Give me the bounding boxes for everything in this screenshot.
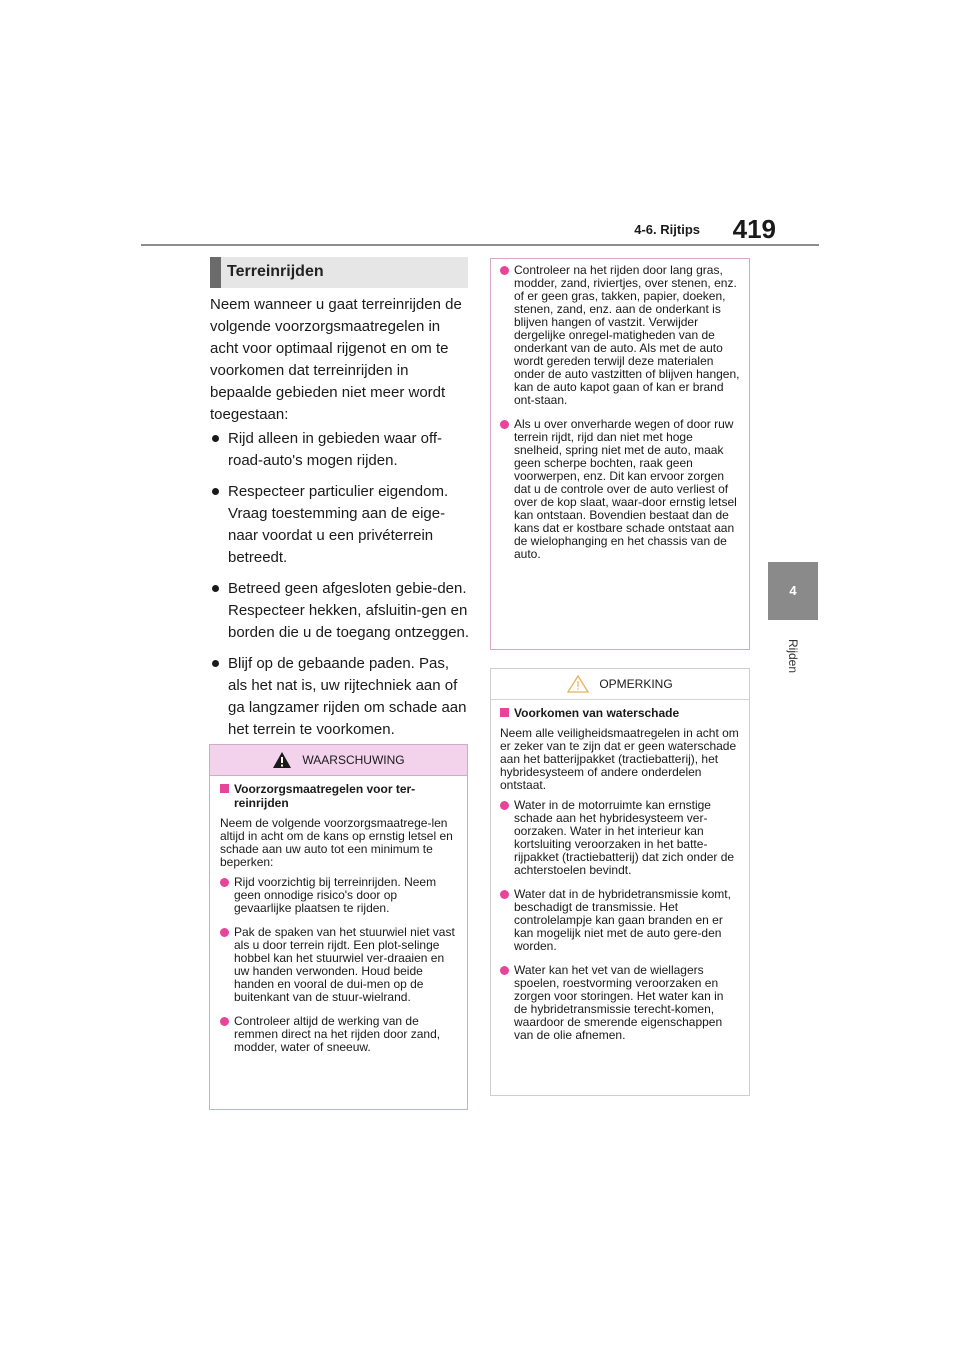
- warning-continued-box: [490, 258, 750, 650]
- list-item-text: Controleer altijd de werking van de remmen direct na het rijden door zand, modder, water of sneeuw.: [234, 1014, 441, 1054]
- note-subtitle: [500, 706, 740, 720]
- list-item-text: Water kan het vet van de wiellagers spoelen, roestvorming veroorzaken en zorgen voor storingen. Het water kan in de hybridetransmissie terecht-komen, waardoor de smerende eigenschappen van de olie afnemen.: [514, 963, 724, 1042]
- warning-text: Neem de volgende voorzorgsmaatrege-len altijd in acht om de kans op ernstig letsel en schade aan uw auto tot een minimum te beperken:: [220, 816, 453, 869]
- bullet-icon: [212, 585, 219, 592]
- list-item: [220, 876, 457, 915]
- list-item-text: Blijf op de gebaande paden. Pas, als het nat is, uw rijtechniek aan of ga langzamer rijden om schade aan het terrein te voorkomen.: [228, 655, 467, 738]
- warning-label: WAARSCHUWING: [302, 753, 405, 767]
- bullet-icon: [212, 660, 219, 667]
- list-item: [220, 1015, 457, 1054]
- bullet-icon: [212, 435, 219, 442]
- warning-subtitle: [220, 782, 457, 810]
- list-item-text: Controleer na het rijden door lang gras, modder, zand, riviertjes, over stenen, enz. of er geen gras, takken, papier, doeken, stenen, zand, enz. aan de onderkant is blijven hangen of vastzit. Verwijder dergelijke onregel-matigheden van de onderkant van de auto. Als met de auto wordt gereden terwijl deze materialen onder de auto vastzitten of blijven hangen, kan de auto kapot gaan of kan er brand ont-staan.: [514, 263, 740, 407]
- bullet-icon: [220, 928, 229, 937]
- list-item: [500, 964, 740, 1042]
- list-item: [210, 653, 472, 741]
- section-heading: Terreinrijden: [210, 257, 468, 288]
- list-item: [210, 578, 472, 644]
- list-item-text: Water in de motorruimte kan ernstige schade aan het hybridesysteem ver-oorzaken. Water in het interieur kan kortsluiting veroorzaken in het batte-rijpakket (tractiebatterij) dat zich onder de achterstoelen bevindt.: [514, 798, 735, 877]
- section-label: 4-6. Rijtips: [634, 222, 700, 237]
- list-item: [500, 888, 740, 953]
- note-body: [491, 700, 749, 1042]
- list-item-text: Als u over onverharde wegen of door ruw terrein rijdt, rijd dan niet met hoge snelheid, spring niet met de auto, maak geen scherpe bochten, raak geen voorwerpen, enz. Dit kan ervoor zorgen dat u de controle over de auto verliest of over de kop slaat, waar-door ernstig letsel kan ontstaan. Bovendien bestaat dan de kans dat er kostbare schade ontstaat aan de wielophanging en het chassis van de auto.: [514, 417, 737, 561]
- note-subtitle-text: Voorkomen van waterschade: [514, 706, 680, 720]
- note-box: [490, 668, 750, 1096]
- caution-triangle-icon: [567, 675, 589, 693]
- list-item-text: Betreed geen afgesloten gebie-den. Respecteer hekken, afsluitin-gen en borden die u de toegang ontzeggen.: [228, 580, 470, 641]
- page-number: 419: [732, 214, 776, 244]
- bullet-icon: [500, 890, 509, 899]
- intro-paragraph: Neem wanneer u gaat terreinrijden de volgende voorzorgsmaatregelen in acht voor optimaal rijgenot en om te voorkomen dat terreinrijden in bepaalde gebieden niet meer wordt toegestaan:: [210, 296, 462, 423]
- warning-subtitle-text: Voorzorgsmaatregelen voor ter-reinrijden: [234, 782, 416, 810]
- warning-box: [209, 744, 468, 1110]
- bullet-icon: [212, 488, 219, 495]
- warning-header: [210, 745, 467, 776]
- list-item: [500, 418, 740, 561]
- list-item-text: Water dat in de hybridetransmissie komt, beschadigt de transmissie. Het controlelampje kan gaan branden en er kan mogelijk niet met de auto gere-den worden.: [514, 887, 731, 953]
- list-item: [500, 264, 740, 407]
- note-label: OPMERKING: [599, 677, 673, 691]
- list-item: [210, 428, 472, 472]
- bullet-icon: [500, 266, 509, 275]
- chapter-name: Rijden: [786, 638, 800, 674]
- list-item: [210, 481, 472, 569]
- list-item-text: Rijd alleen in gebieden waar off-road-auto's mogen rijden.: [228, 430, 443, 469]
- list-item: [220, 926, 457, 1004]
- bullet-icon: [500, 801, 509, 810]
- list-item-text: Respecteer particulier eigendom. Vraag toestemming aan de eige-naar voordat u een privéterrein betreedt.: [228, 483, 449, 566]
- chapter-tab: 4: [768, 562, 818, 620]
- tips-list: [210, 428, 472, 750]
- square-bullet-icon: [220, 784, 229, 793]
- note-text: Neem alle veiligheidsmaatregelen in acht om er zeker van te zijn dat er geen waterschade aan het batterijpakket (tractiebatterij), het hybridesysteem of andere onderdelen ontstaat.: [500, 726, 739, 792]
- bullet-icon: [220, 878, 229, 887]
- bullet-icon: [500, 966, 509, 975]
- square-bullet-icon: [500, 708, 509, 717]
- header-divider: [141, 244, 819, 246]
- list-item: [500, 799, 740, 877]
- bullet-icon: [500, 420, 509, 429]
- warning-body: [210, 776, 467, 1054]
- note-header: [491, 669, 749, 700]
- bullet-icon: [220, 1017, 229, 1026]
- list-item-text: Pak de spaken van het stuurwiel niet vast als u door terrein rijdt. Een plot-selinge hobbel kan het stuurwiel ver-draaien en uw handen verwonden. Houd beide handen en vooral de dui-men op de buitenkant van de stuur-wielrand.: [234, 925, 455, 1004]
- warning-triangle-icon: [272, 751, 292, 769]
- list-item-text: Rijd voorzichtig bij terreinrijden. Neem geen onnodige risico's door op gevaarlijke plaatsen te rijden.: [234, 875, 437, 915]
